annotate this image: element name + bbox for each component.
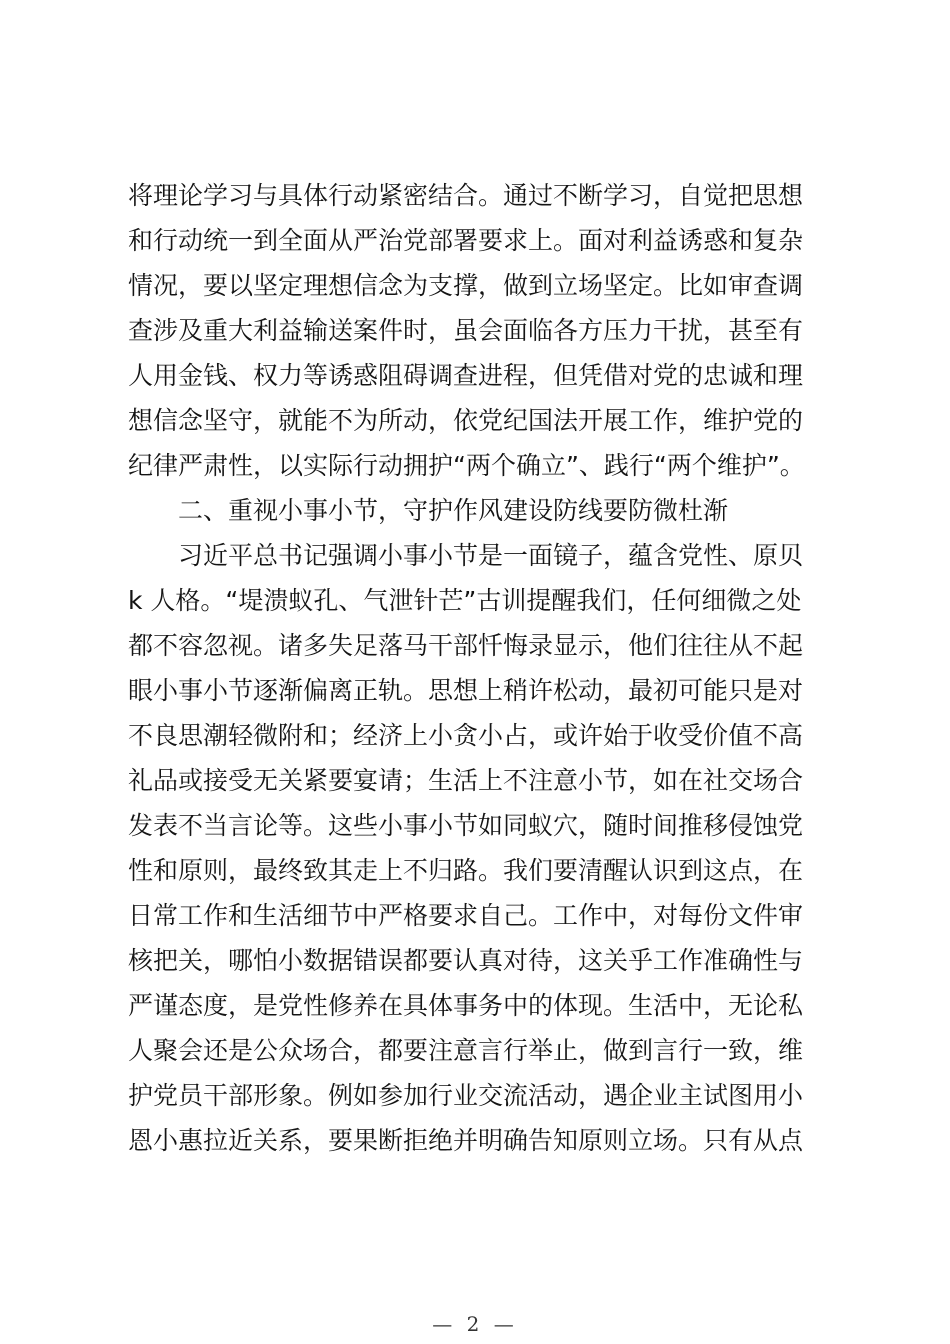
paragraph-line: 不良思潮轻微附和；经济上小贪小占，或许始于收受价值不高 bbox=[128, 721, 804, 750]
paragraph-line: 性和原则，最终致其走上不归路。我们要清醒认识到这点，在 bbox=[128, 856, 804, 885]
paragraph-line: 情况，要以坚定理想信念为支撑，做到立场坚定。比如审查调 bbox=[128, 271, 804, 300]
paragraph-line: 习近平总书记强调小事小节是一面镜子，蕴含党性、原贝 bbox=[178, 541, 804, 570]
paragraph-line: 将理论学习与具体行动紧密结合。通过不断学习，自觉把思想 bbox=[128, 181, 804, 210]
paragraph-line: 眼小事小节逐渐偏离正轨。思想上稍许松动，最初可能只是对 bbox=[128, 676, 804, 705]
paragraph-line: k 人格。“堤溃蚁孔、气泄针芒”古训提醒我们，任何细微之处 bbox=[128, 586, 802, 615]
paragraph-line: 日常工作和生活细节中严格要求自己。工作中，对每份文件审 bbox=[128, 901, 804, 930]
paragraph-line: 想信念坚守，就能不为所动，依党纪国法开展工作，维护党的 bbox=[128, 406, 804, 435]
paragraph-line: 人用金钱、权力等诱惑阻碍调查进程，但凭借对党的忠诚和理 bbox=[128, 361, 804, 390]
body-text bbox=[128, 173, 820, 1163]
paragraph-line: 严谨态度，是党性修养在具体事务中的体现。生活中，无论私 bbox=[128, 991, 804, 1020]
paragraph-line: 人聚会还是公众场合，都要注意言行举止，做到言行一致，维 bbox=[128, 1036, 804, 1065]
paragraph-line: 恩小惠拉近关系，要果断拒绝并明确告知原则立场。只有从点 bbox=[128, 1126, 804, 1155]
paragraph-line: 护党员干部形象。例如参加行业交流活动，遇企业主试图用小 bbox=[128, 1081, 804, 1110]
paragraph-line: 核把关，哪怕小数据错误都要认真对待，这关乎工作准确性与 bbox=[128, 946, 804, 975]
paragraph-line: 和行动统一到全面从严治党部署要求上。面对利益诱惑和复杂 bbox=[128, 226, 804, 255]
page-number: — 2 — bbox=[432, 1312, 518, 1336]
paragraph-line: 发表不当言论等。这些小事小节如同蚁穴，随时间推移侵蚀党 bbox=[128, 811, 804, 840]
paragraph-line: 都不容忽视。诸多失足落马干部忏悔录显示，他们往往从不起 bbox=[128, 631, 804, 660]
section-heading: 二、重视小事小节，守护作风建设防线要防微杜渐 bbox=[178, 496, 729, 525]
paragraph-line: 礼品或接受无关紧要宴请；生活上不注意小节，如在社交场合 bbox=[128, 766, 804, 795]
paragraph-line: 查涉及重大利益输送案件时，虽会面临各方压力干扰，甚至有 bbox=[128, 316, 804, 345]
paragraph-line: 纪律严肃性，以实际行动拥护“两个确立”、践行“两个维护”。 bbox=[128, 451, 805, 480]
